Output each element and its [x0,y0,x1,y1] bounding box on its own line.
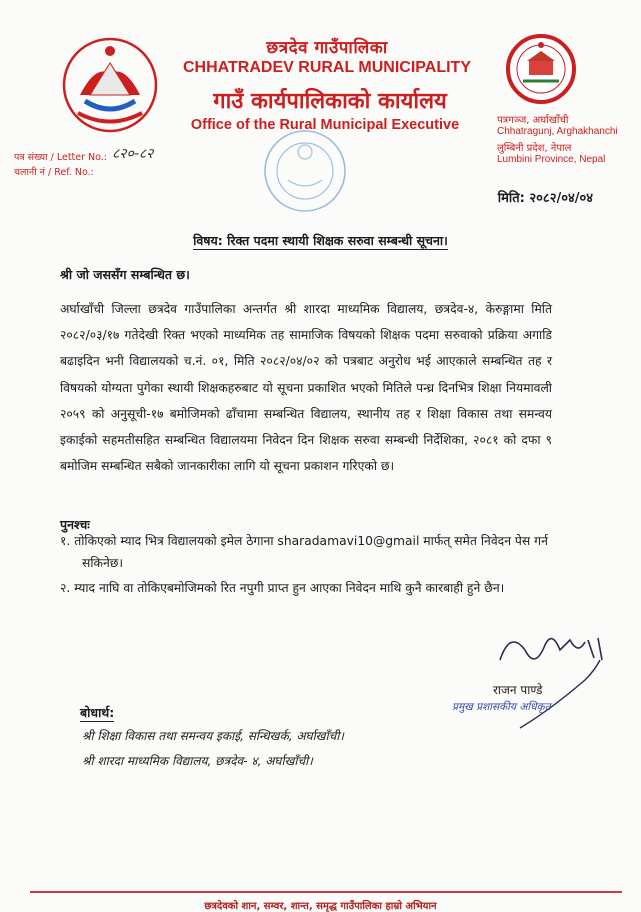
postscript-list [60,530,560,602]
nepal-emblem-logo [60,35,160,135]
signatory-position: प्रमुख प्रशासकीय अधिकृत [452,701,551,713]
subject-text: विषय: रिक्त पदमा स्थायी शिक्षक सरुवा सम्बन्धी सूचना। [193,233,448,248]
letter-no-value: ८२०-८२ [112,146,154,162]
municipality-name-np: छत्रदेव गाउँपालिका [266,38,388,58]
footer-slogan: छत्रदेवको शान, सम्वर, शान्त, समृद्ध गाउँपालिका हाम्रो अभियान [204,901,437,912]
salutation: श्री जो जससँग सम्बन्धित छ। [60,267,190,282]
municipality-logo [505,33,577,105]
letter-date: मिति: २०८२/०४/०४ [497,191,593,206]
postscript-item: २. म्याद नाघि वा तोकिएबमोजिमको रित नपुगी प्राप्त हुन आएका निवेदन माथि कुनै कारबाही हुने छैन। [60,581,505,595]
subject-line [0,232,641,249]
signatory-name: राजन पाण्डे [493,683,543,697]
letter-no-label: पत्र संख्या / Letter No.: [14,152,108,163]
notice-body: अर्घाखाँची जिल्ला छत्रदेव गाउँपालिका अन्तर्गत श्री शारदा माध्यमिक विद्यालय, छत्रदेव-४, केरुङ्गामा मिति २०८२/०३/१७ गतेदेखी रिक्त भएको माध्यमिक तह सामाजिक विषयको शिक्षक पदमा सरुवाको प्रक्रिया अगाडि बढाइदिन भनी विद्यालयको च.नं. ०१, मिति २०८२/०४/०२ को पत्रबाट अनुरोध भई आएकाले सम्बन्धित तह र विषयको योग्यता पुगेका स्थायी शिक्षकहरुबाट यो सूचना प्रकाशित भएको मितिले पन्ध्र दिनभित्र शिक्षा नियमावली २०५९ को अनुसूची-१७ बमोजिमको ढाँचामा सम्बन्धित विद्यालय, स्थानीय तह र शिक्षा विकास तथा समन्वय इकाईको सहमतीसहित सम्बन्धित विद्यालयमा निवेदन दिन शिक्षक सरुवा सम्बन्धी निर्देशिका, २०८१ को दफा ९ बमोजिम सम्बन्धित सबैको जानकारीका लागि यो सूचना प्रकाशन गरिएको छ। [60,302,552,474]
office-name-np: गाउँ कार्यपालिकाको कार्यालय [213,89,447,114]
address-np-2: लुम्बिनी प्रदेश, नेपाल [497,143,572,154]
ref-no-label: चलानी नं / Ref. No.: [14,167,94,178]
office-name-en: Office of the Rural Municipal Executive [190,117,460,133]
cc-item: श्री शिक्षा विकास तथा समन्वय इकाई, सन्धिखर्क, अर्घाखाँची। [82,729,344,743]
office-stamp [262,128,348,214]
address-en-1: Chhatragunj, Arghakhanchi [497,126,618,137]
cc-item: श्री शारदा माध्यमिक विद्यालय, छत्रदेव- ४, अर्घाखाँची। [82,754,313,768]
postscript-heading: पुनश्चः [60,517,90,532]
address-np-1: पत्रगञ्ज, अर्घाखाँची [497,115,569,126]
municipality-name-en: CHHATRADEV RURAL MUNICIPALITY [183,59,471,76]
address-en-2: Lumbini Province, Nepal [497,154,606,165]
postscript-item: १. तोकिएको म्याद भित्र विद्यालयको इमेल ठेगाना sharadamavi10@gmail मार्फत् समेत निवेदन पेस गर्न सकिनेछ। [60,534,548,570]
footer-divider [30,891,622,893]
cc-heading: बोधार्थ: [80,705,115,720]
